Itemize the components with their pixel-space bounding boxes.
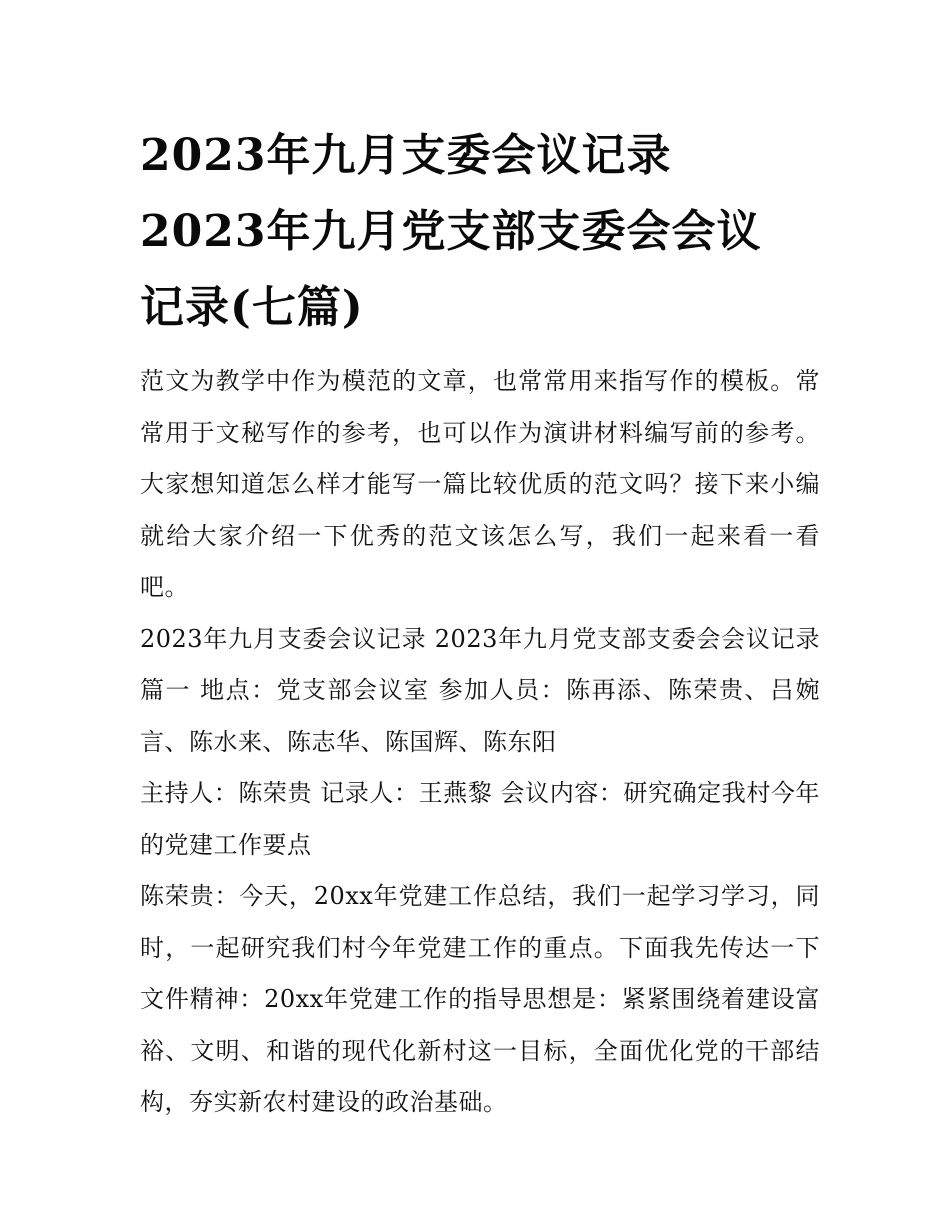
host-recorder-paragraph: 主持人：陈荣贵 记录人：王燕黎 会议内容：研究确定我村今年的党建工作要点 (140, 779, 820, 859)
document-title (140, 118, 820, 346)
title-line-3: 记录(七篇) (140, 282, 364, 333)
speech-paragraph: 陈荣贵：今天，20xx年党建工作总结，我们一起学习学习，同时，一起研究我们村今年党建工作的重点。下面我先传达一下文件精神：20xx年党建工作的指导思想是：紧紧围绕着建设富裕、文明、和谐的现代化新村这一目标，全面优化党的干部结构，夯实新农村建设的政治基础。 (140, 882, 820, 1116)
document-page (140, 118, 820, 1129)
meeting-info-paragraph: 2023年九月支委会议记录 2023年九月党支部支委会会议记录篇一 地点：党支部会议室 参加人员：陈再添、陈荣贵、吕婉言、陈水来、陈志华、陈国辉、陈东阳 (140, 624, 820, 756)
title-line-1: 2023年九月支委会议记录 (140, 130, 672, 181)
intro-paragraph: 范文为教学中作为模范的文章，也常常用来指写作的模板。常常用于文秘写作的参考，也可以作为演讲材料编写前的参考。大家想知道怎么样才能写一篇比较优质的范文吗？接下来小编就给大家介绍一下优秀的范文该怎么写，我们一起来看一看吧。 (140, 367, 820, 601)
title-line-2: 2023年九月党支部支委会会议 (140, 206, 762, 257)
